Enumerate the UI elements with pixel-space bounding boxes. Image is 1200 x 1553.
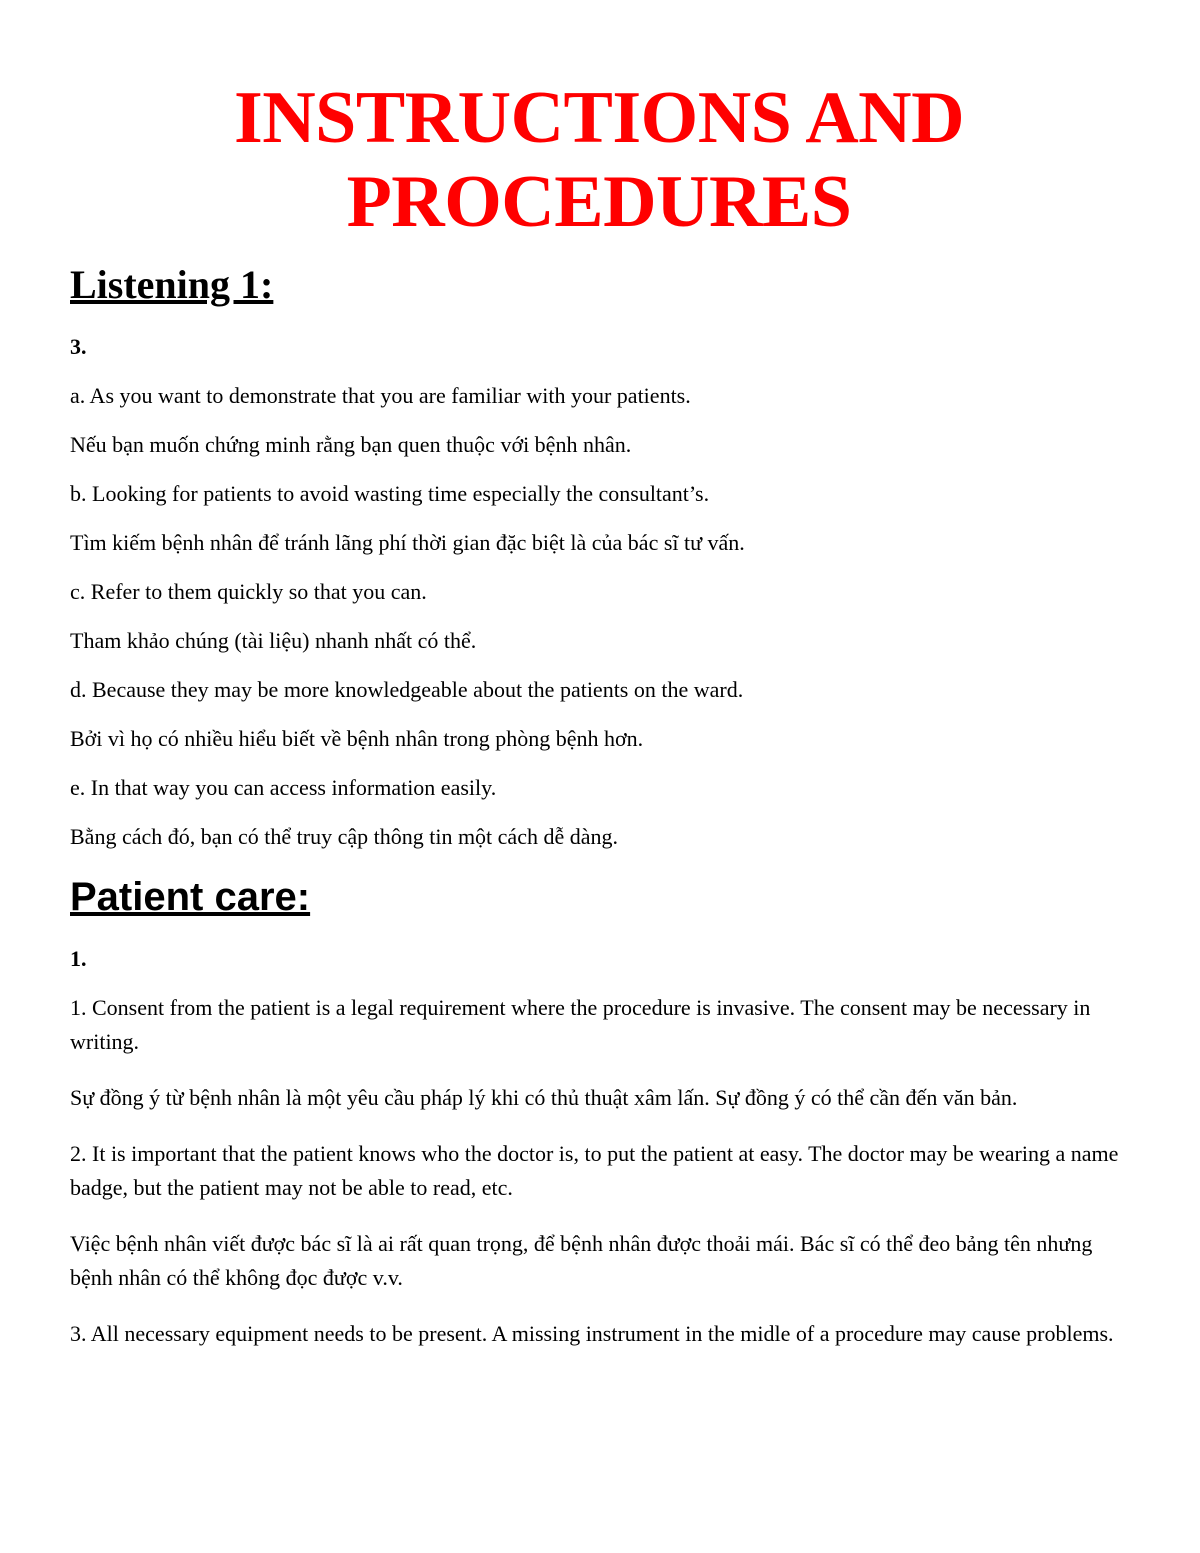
listening-answer-a-en: a. As you want to demonstrate that you are familiar with your patients. <box>70 383 691 408</box>
title-line-1: INSTRUCTIONS AND <box>233 77 965 159</box>
document-page <box>70 0 1128 1351</box>
patient-care-answer-1-en: 1. Consent from the patient is a legal requirement where the procedure is invasive. The consent may be necessary in writing. <box>70 995 1091 1054</box>
document-title <box>70 0 1128 244</box>
listening-answer-c-vi: Tham khảo chúng (tài liệu) nhanh nhất có thể. <box>70 628 477 653</box>
listening-answer-a-vi: Nếu bạn muốn chứng minh rằng bạn quen thuộc với bệnh nhân. <box>70 432 632 457</box>
patient-care-answer-3-en: 3. All necessary equipment needs to be present. A missing instrument in the midle of a procedure may cause problems. <box>70 1321 1114 1346</box>
section-heading-listening: Listening 1: <box>70 262 274 307</box>
listening-answer-b-vi: Tìm kiếm bệnh nhân để tránh lãng phí thời gian đặc biệt là của bác sĩ tư vấn. <box>70 530 745 555</box>
patient-care-answer-1-vi: Sự đồng ý từ bệnh nhân là một yêu cầu pháp lý khi có thủ thuật xâm lấn. Sự đồng ý có thể cần đến văn bản. <box>70 1085 1018 1110</box>
patient-care-answer-2-vi: Việc bệnh nhân viết được bác sĩ là ai rất quan trọng, để bệnh nhân được thoải mái. Bác sĩ có thể đeo bảng tên nhưng bệnh nhân có thể không đọc được v.v. <box>70 1231 1093 1290</box>
exercise-number: 3. <box>70 334 87 359</box>
exercise-number: 1. <box>70 946 87 971</box>
patient-care-answer-2-en: 2. It is important that the patient knows who the doctor is, to put the patient at easy. The doctor may be wearing a name badge, but the patient may not be able to read, etc. <box>70 1141 1119 1200</box>
listening-answer-list <box>70 383 1128 850</box>
listening-answer-e-vi: Bằng cách đó, bạn có thể truy cập thông tin một cách dễ dàng. <box>70 824 618 849</box>
patient-care-answer-list <box>70 991 1128 1351</box>
listening-answer-c-en: c. Refer to them quickly so that you can. <box>70 579 427 604</box>
listening-answer-d-en: d. Because they may be more knowledgeable about the patients on the ward. <box>70 677 744 702</box>
listening-answer-e-en: e. In that way you can access information easily. <box>70 775 497 800</box>
title-line-2: PROCEDURES <box>346 161 852 243</box>
section-heading-patient-care: Patient care: <box>70 875 311 919</box>
listening-answer-d-vi: Bởi vì họ có nhiều hiểu biết về bệnh nhân trong phòng bệnh hơn. <box>70 726 644 751</box>
listening-answer-b-en: b. Looking for patients to avoid wasting time especially the consultant’s. <box>70 481 710 506</box>
